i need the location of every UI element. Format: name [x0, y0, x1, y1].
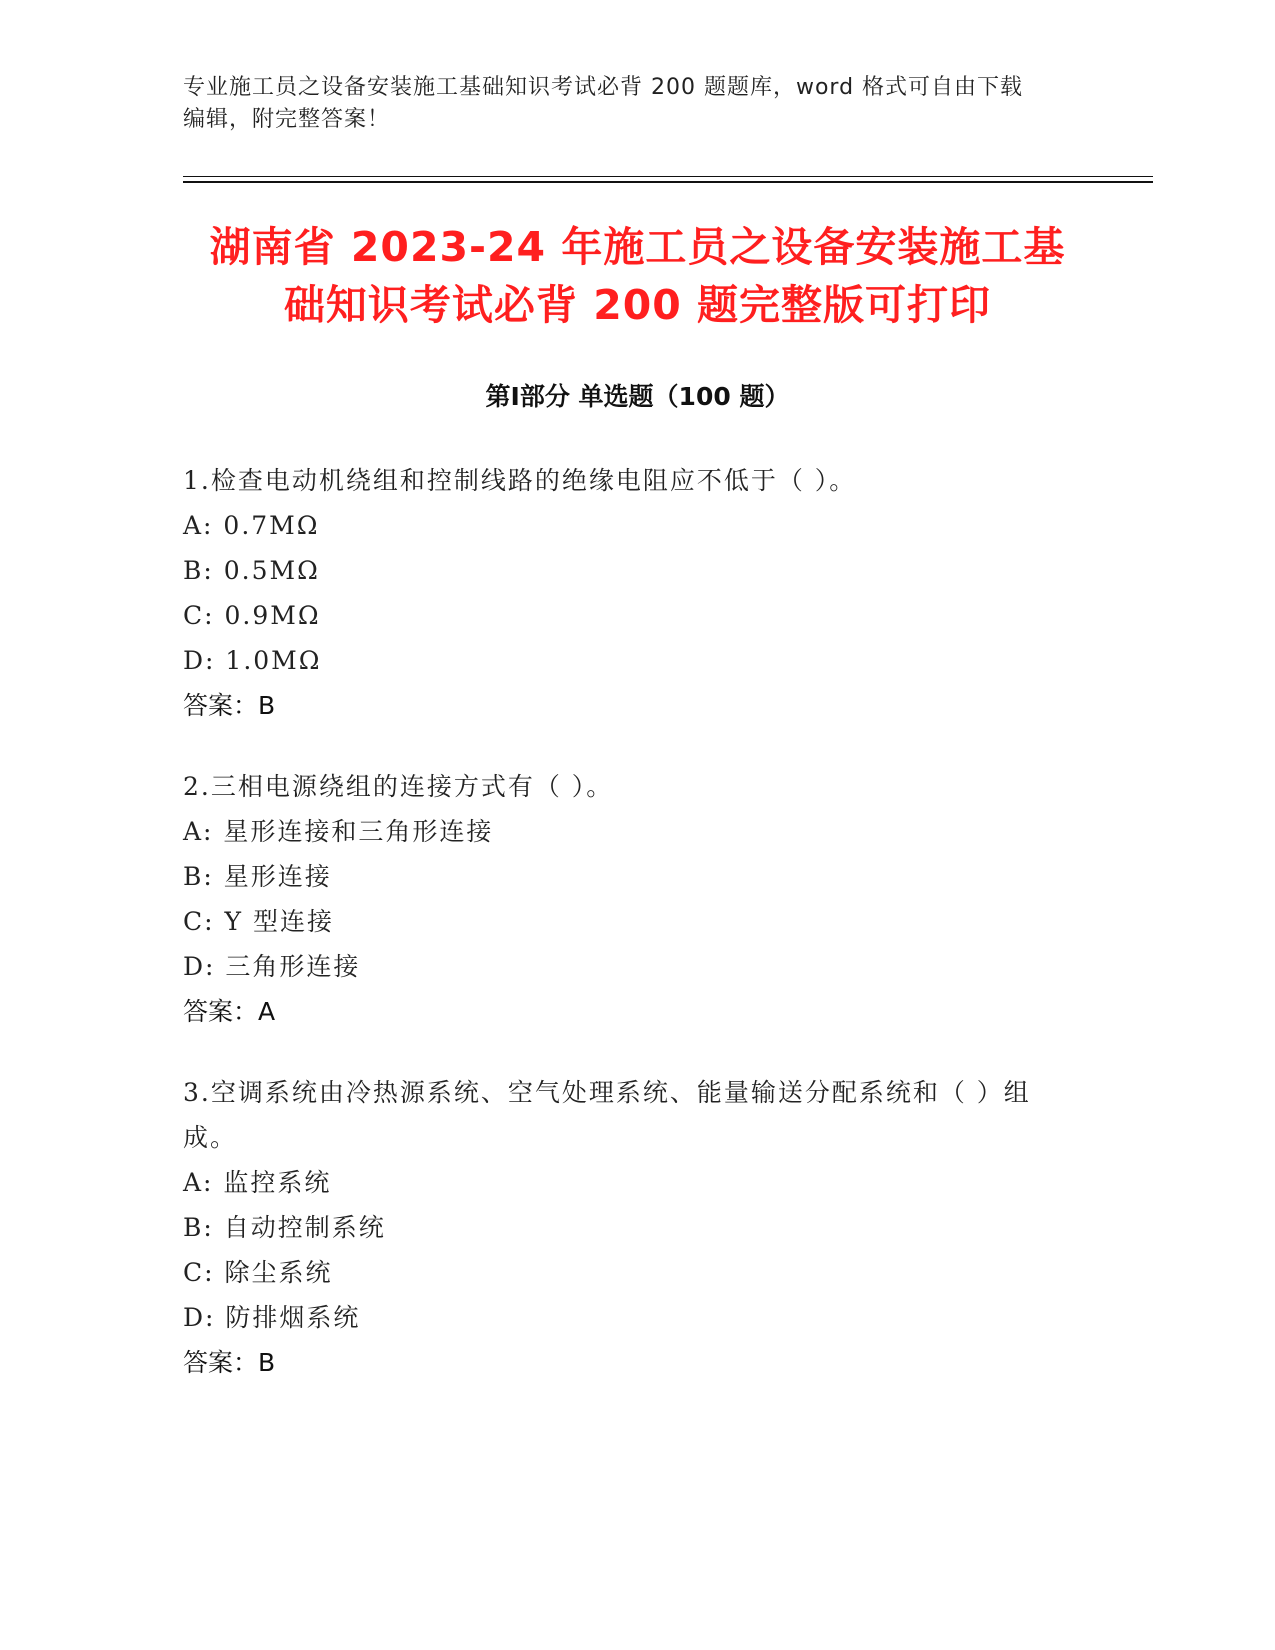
document-title-line-2: 础知识考试必背 200 题完整版可打印: [283, 281, 992, 329]
option-a: A: 0.7MΩ: [183, 511, 320, 540]
question-2: [183, 764, 1083, 1034]
answer: 答案：B: [183, 691, 276, 720]
document-title-line-1: 湖南省 2023-24 年施工员之设备安装施工基: [209, 223, 1066, 271]
question-stem: 3.空调系统由冷热源系统、空气处理系统、能量输送分配系统和（ ）组成。: [183, 1078, 1031, 1152]
option-c: C: Y 型连接: [183, 907, 334, 936]
section-title: 第Ⅰ部分 单选题（100 题）: [485, 382, 790, 411]
header-note-line-2: 编辑，附完整答案！: [183, 107, 391, 132]
header-note: [183, 72, 1083, 136]
option-d: D: 三角形连接: [183, 952, 361, 981]
document-title: [150, 218, 1125, 334]
option-c: C: 0.9MΩ: [183, 601, 321, 630]
option-b: B: 星形连接: [183, 862, 332, 891]
header-divider-thick: [183, 181, 1153, 183]
header-note-line-1: 专业施工员之设备安装施工基础知识考试必背 200 题题库，word 格式可自由下载: [183, 75, 1024, 100]
header-divider-thin: [183, 176, 1153, 177]
question-3: [183, 1070, 1083, 1385]
question-stem: 1.检查电动机绕组和控制线路的绝缘电阻应不低于（ ）。: [183, 466, 857, 495]
option-a: A: 星形连接和三角形连接: [183, 817, 494, 846]
option-a: A: 监控系统: [183, 1168, 332, 1197]
question-1: [183, 458, 1083, 728]
option-d: D: 防排烟系统: [183, 1303, 361, 1332]
question-stem: 2.三相电源绕组的连接方式有（ ）。: [183, 772, 614, 801]
answer: 答案：B: [183, 1348, 276, 1377]
option-b: B: 0.5MΩ: [183, 556, 320, 585]
option-b: B: 自动控制系统: [183, 1213, 386, 1242]
option-d: D: 1.0MΩ: [183, 646, 322, 675]
option-c: C: 除尘系统: [183, 1258, 333, 1287]
answer: 答案：A: [183, 997, 276, 1026]
